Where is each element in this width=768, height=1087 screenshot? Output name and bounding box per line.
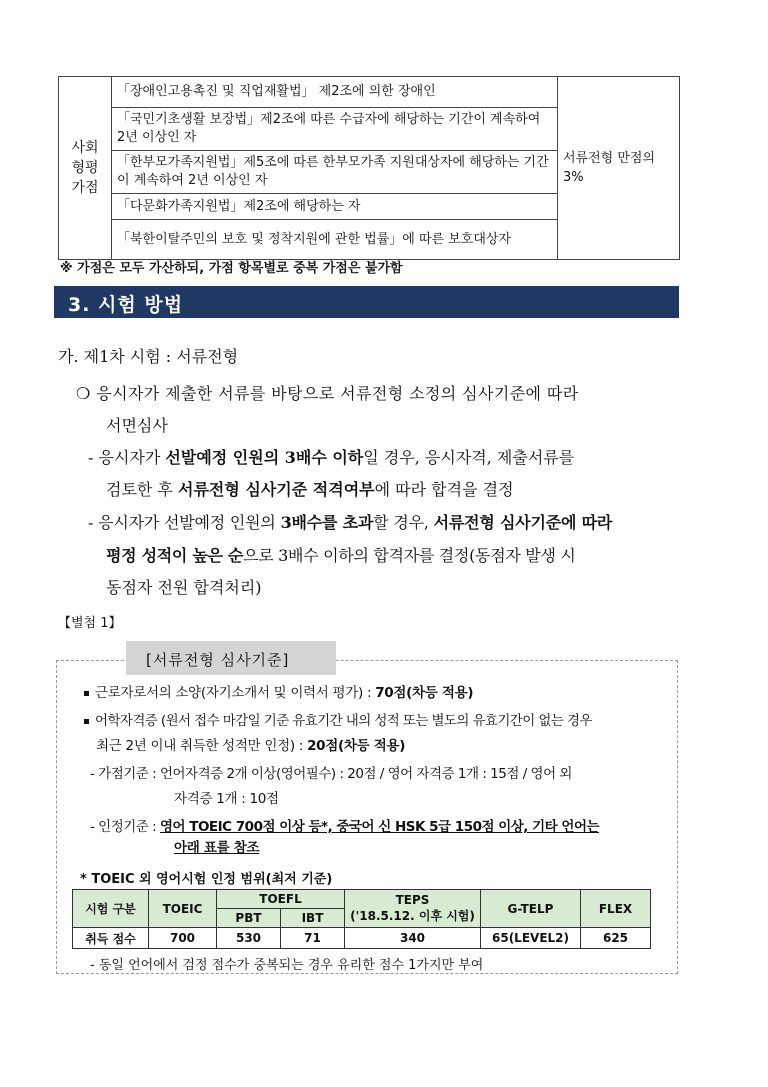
score-flex: 625 [581, 928, 651, 949]
bonus-row: 「한부모가족지원법」제5조에 따른 한부모가족 지원대상자에 해당하는 기간이 계속하여 2년 이상인 자 [112, 151, 558, 194]
bonus-result-text: 서류전형 만점의 3% [563, 151, 656, 185]
header-toefl: TOEFL [217, 890, 345, 909]
header-gtelp: G-TELP [481, 890, 581, 928]
square-bullet-icon [84, 691, 89, 696]
score-toeic: 700 [149, 928, 217, 949]
text-span: 할 경우, [373, 513, 434, 532]
header-category: 시험 구분 [73, 890, 149, 928]
bonus-row: 「국민기초생활 보장법」제2조에 따른 수급자에 해당하는 기간이 계속하여 2년 이상인 자 [112, 108, 558, 151]
score-ibt: 71 [281, 928, 345, 949]
header-teps [345, 890, 481, 928]
dash-item-2-cont2: 동점자 전원 합격처리) [106, 578, 262, 597]
bonus-category-text: 사회 형평 가점 [71, 140, 99, 196]
text-span: 일 경우, 응시자격, 제출서류를 [363, 448, 575, 467]
score-teps: 340 [345, 928, 481, 949]
text-span: - 인정기준 : [90, 819, 160, 835]
emphasis: 3배수를 초과 [280, 513, 374, 532]
emphasis: 서류전형 심사기준에 따라 [433, 513, 613, 532]
header-ibt: IBT [281, 909, 345, 928]
text-span: 으로 3배수 이하의 합격자를 결정(동점자 발생 시 [243, 546, 576, 565]
header-toeic: TOEIC [149, 890, 217, 928]
section-header [54, 286, 679, 318]
criteria-item-2-cont [96, 736, 405, 756]
score-pbt: 530 [217, 928, 281, 949]
bonus-row: 「북한이탈주민의 보호 및 정착지원에 관한 법률」에 따른 보호대상자 [112, 220, 558, 260]
attachment-label: 【별첨 1】 [58, 616, 122, 631]
emphasis: 영어 TOEIC 700점 이상 등*, 중국어 신 HSK 5급 150점 이상, 기타 언어는 [159, 819, 600, 835]
square-bullet-icon [84, 719, 89, 724]
emphasis: 20점(차등 적용) [307, 738, 406, 754]
teps-sub-label: ('18.5.12. 이후 시험) [350, 909, 475, 923]
main-bullet-line1: ❍ 응시자가 제출한 서류를 바탕으로 서류전형 소정의 심사기준에 따라 [76, 384, 579, 403]
text-span: - 응시자가 선발예정 인원의 [88, 513, 281, 532]
emphasis: 선발예정 인원의 3배수 이하 [165, 448, 364, 467]
emphasis: 서류전형 심사기준 적격여부 [178, 480, 375, 499]
score-gtelp: 65(LEVEL2) [481, 928, 581, 949]
bonus-row: 「장애인고용촉진 및 직업재활법」 제2조에 의한 장애인 [112, 77, 558, 108]
criteria-tab-label: [서류전형 심사기준] [146, 651, 290, 669]
text-span: - 응시자가 [88, 448, 166, 467]
dash-item-2-cont [106, 545, 576, 567]
dash-item-1 [88, 447, 574, 469]
bonus-criteria-cont: 자격증 1개 : 10점 [174, 791, 279, 807]
teps-label: TEPS [395, 893, 430, 907]
emphasis: 70점(차등 적용) [375, 685, 474, 701]
bonus-criteria: - 가점기준 : 언어자격증 2개 이상(영어필수) : 20점 / 영어 자격증 1개 : 15점 / 영어 외 [90, 766, 572, 782]
text-span: 에 따라 합격을 결정 [374, 480, 514, 499]
recognition-criteria [90, 817, 599, 837]
text-span: 근로자로서의 소양(자기소개서 및 이력서 평가) : [95, 685, 376, 701]
emphasis: 아래 표를 참조 [174, 840, 260, 856]
row-label: 취득 점수 [73, 928, 149, 949]
criteria-item-1 [84, 683, 473, 703]
dash-item-2 [88, 512, 612, 534]
social-equity-bonus-table [58, 76, 680, 260]
main-bullet-line2: 서면심사 [106, 416, 168, 435]
section-title: 3. 시험 방법 [68, 294, 184, 316]
text-span: 검토한 후 [106, 480, 178, 499]
english-test-table [72, 889, 651, 949]
header-pbt: PBT [217, 909, 281, 928]
bonus-row: 「다문화가족지원법」제2조에 해당하는 자 [112, 194, 558, 220]
criteria-item-2 [84, 711, 592, 731]
stage1-heading: 가. 제1차 시험 : 서류전형 [58, 347, 239, 366]
bonus-note: ※ 가점은 모두 가산하되, 가점 항목별로 중복 가점은 불가함 [60, 261, 403, 276]
bonus-category [59, 77, 112, 260]
criteria-tab [126, 641, 336, 675]
toeic-note: - 동일 언어에서 검정 점수가 중복되는 경우 유리한 점수 1가지만 부여 [90, 958, 484, 973]
dash-item-1-cont [106, 479, 514, 501]
emphasis: 평정 성적이 높은 순 [106, 546, 244, 565]
toeic-table-title: * TOEIC 외 영어시험 인정 범위(최저 기준) [80, 872, 333, 887]
recognition-criteria-cont [174, 838, 259, 858]
text-span: 어학자격증 (원서 접수 마감일 기준 유효기간 내의 성적 또는 별도의 유효기간이 없는 경우 [95, 713, 592, 729]
bonus-result [558, 77, 680, 260]
text-span: 최근 2년 이내 취득한 성적만 인정) : [96, 738, 308, 754]
header-flex: FLEX [581, 890, 651, 928]
